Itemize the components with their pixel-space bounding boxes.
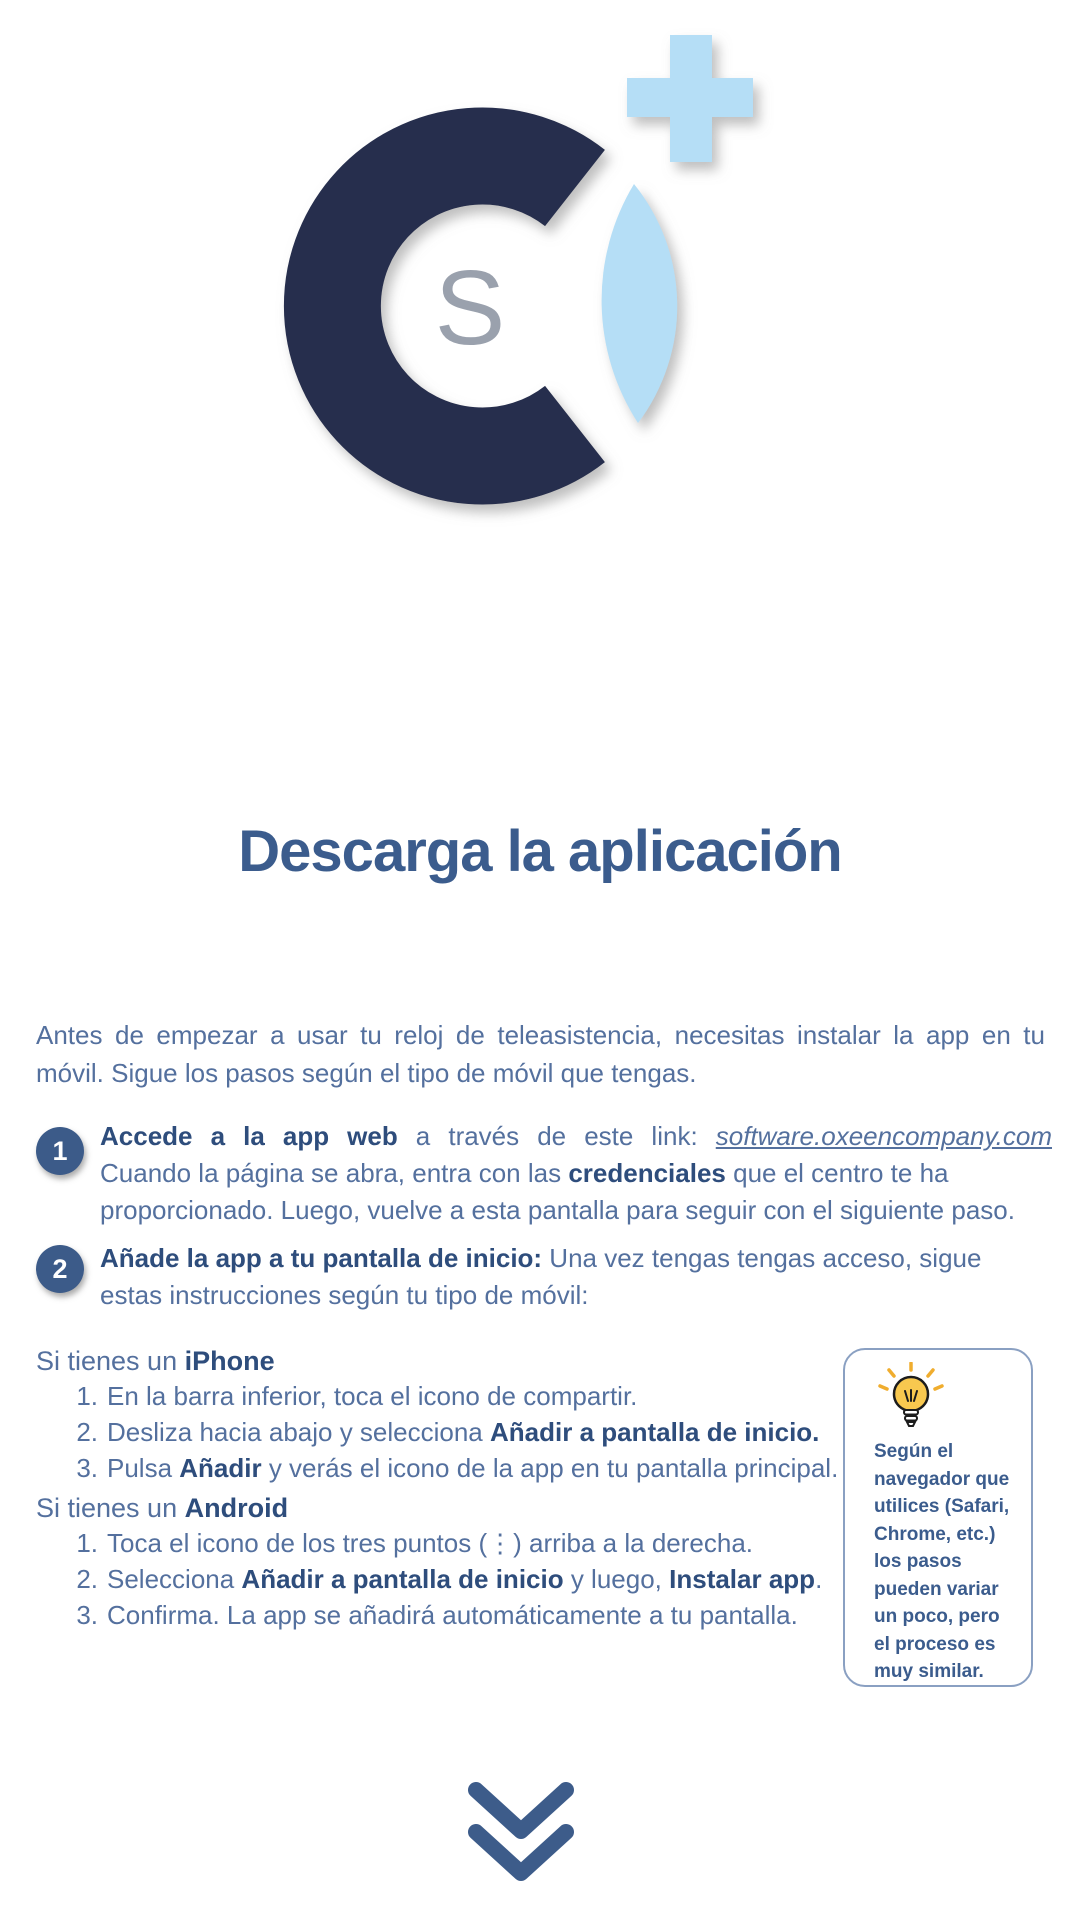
- list-item-number: 3.: [76, 1453, 98, 1483]
- text-segment: Añade la app a tu pantalla de inicio:: [100, 1243, 543, 1273]
- logo-letter: S: [434, 249, 506, 367]
- iphone-step-2: [36, 1414, 838, 1450]
- android-step-2: [36, 1561, 822, 1597]
- page-title: Descarga la aplicación: [238, 819, 842, 884]
- iphone-steps-list: [36, 1378, 838, 1486]
- intro-paragraph: [36, 1016, 1045, 1092]
- text-line: [874, 1493, 1009, 1521]
- text-segment: .: [815, 1564, 823, 1594]
- step-2-text: [100, 1240, 1052, 1314]
- text-line: [874, 1521, 1009, 1549]
- text-line: [36, 1016, 1045, 1054]
- list-item-number: 2.: [76, 1417, 98, 1447]
- lightbulb-icon: [875, 1362, 947, 1436]
- text-segment: Si tienes un: [36, 1346, 185, 1376]
- step-1-text: [100, 1118, 1052, 1229]
- text-line: [874, 1576, 1009, 1604]
- text-segment: y luego,: [563, 1564, 670, 1594]
- iphone-heading: [36, 1344, 838, 1378]
- text-segment: un poco, pero: [874, 1606, 1000, 1627]
- text-segment: Si tienes un: [36, 1493, 185, 1523]
- text-segment: Según el: [874, 1441, 954, 1462]
- android-heading: [36, 1491, 822, 1525]
- text-segment: Pulsa: [107, 1453, 180, 1483]
- text-segment: Selecciona: [107, 1564, 242, 1594]
- tip-box: [843, 1348, 1033, 1687]
- text-segment: pueden variar: [874, 1578, 999, 1600]
- text-segment: En la barra inferior, toca el icono de compartir.: [107, 1381, 638, 1411]
- android-step-1: [36, 1525, 822, 1561]
- logo-crescent: [602, 184, 678, 423]
- plus-icon: [627, 35, 753, 162]
- text-segment: Accede a la app web: [100, 1121, 398, 1151]
- text-segment: utilices (Safari,: [874, 1496, 1010, 1517]
- text-segment: a través de este link:: [397, 1121, 716, 1151]
- text-line: [874, 1658, 1009, 1686]
- text-segment: el proceso es: [874, 1633, 996, 1655]
- step-1-number-badge: 1: [36, 1127, 84, 1175]
- text-segment: Confirma. La app se añadirá automáticamente a tu pantalla.: [107, 1600, 798, 1630]
- text-line: [874, 1548, 1009, 1576]
- text-segment: Añadir a pantalla de inicio: [241, 1564, 564, 1594]
- list-item-number: 3.: [76, 1600, 98, 1630]
- android-section-heading: [36, 1491, 822, 1525]
- double-chevron-down-icon: [467, 1781, 575, 1893]
- text-line: [100, 1118, 1052, 1155]
- list-item-number: 1.: [76, 1528, 98, 1558]
- text-segment: Desliza hacia abajo y selecciona: [107, 1417, 490, 1447]
- text-segment: Antes de empezar a usar tu reloj de teleasistencia, necesitas instalar la app en tu: [36, 1020, 1045, 1050]
- text-segment: móvil. Sigue los pasos según el tipo de móvil que tengas.: [36, 1058, 697, 1088]
- text-segment: proporcionado. Luego, vuelve a esta pantalla para seguir con el siguiente paso.: [100, 1195, 1015, 1225]
- tip-text: [874, 1438, 1009, 1686]
- text-line: [100, 1192, 1052, 1229]
- iphone-section: [36, 1344, 838, 1486]
- iphone-section-heading: [36, 1344, 838, 1378]
- text-segment: los pasos: [874, 1551, 962, 1572]
- list-item-number: 1.: [76, 1381, 98, 1411]
- text-segment: estas instrucciones según tu tipo de móvil:: [100, 1280, 589, 1310]
- text-segment: iPhone: [184, 1346, 275, 1376]
- iphone-step-3: [36, 1450, 838, 1486]
- text-segment: Cuando la página se abra, entra con las: [100, 1158, 569, 1188]
- text-segment: Chrome, etc.): [874, 1523, 996, 1545]
- android-step-3: [36, 1597, 822, 1633]
- text-segment: Añadir: [179, 1453, 262, 1483]
- text-segment: Toca el icono de los tres puntos (⋮) arriba a la derecha.: [107, 1528, 754, 1558]
- text-line: [100, 1240, 1052, 1277]
- android-steps-list: [36, 1525, 822, 1633]
- text-line: [874, 1631, 1009, 1659]
- text-segment: credenciales: [568, 1158, 726, 1188]
- text-segment: y verás el icono de la app en tu pantalla principal.: [261, 1453, 839, 1483]
- text-segment: navegador que: [874, 1468, 1010, 1490]
- text-segment: Android: [184, 1493, 289, 1523]
- step-1: [36, 1118, 1052, 1229]
- text-segment: muy similar.: [874, 1661, 984, 1682]
- iphone-step-1: [36, 1378, 838, 1414]
- text-line: [874, 1603, 1009, 1631]
- android-section: [36, 1491, 822, 1633]
- text-segment: Instalar app: [669, 1564, 816, 1594]
- text-line: [874, 1438, 1009, 1466]
- text-line: [36, 1054, 1045, 1092]
- step-2: [36, 1240, 1052, 1314]
- text-segment: Añadir a pantalla de inicio.: [490, 1417, 820, 1447]
- text-line: [874, 1466, 1009, 1494]
- text-line: [100, 1155, 1052, 1192]
- text-line: [100, 1277, 1052, 1314]
- app-web-link[interactable]: software.oxeencompany.com: [715, 1121, 1052, 1151]
- logo: [0, 0, 1080, 560]
- text-segment: Una vez tengas tengas acceso, sigue: [542, 1243, 982, 1273]
- text-segment: que el centro te ha: [725, 1158, 949, 1188]
- list-item-number: 2.: [76, 1564, 98, 1594]
- step-2-number-badge: 2: [36, 1245, 84, 1293]
